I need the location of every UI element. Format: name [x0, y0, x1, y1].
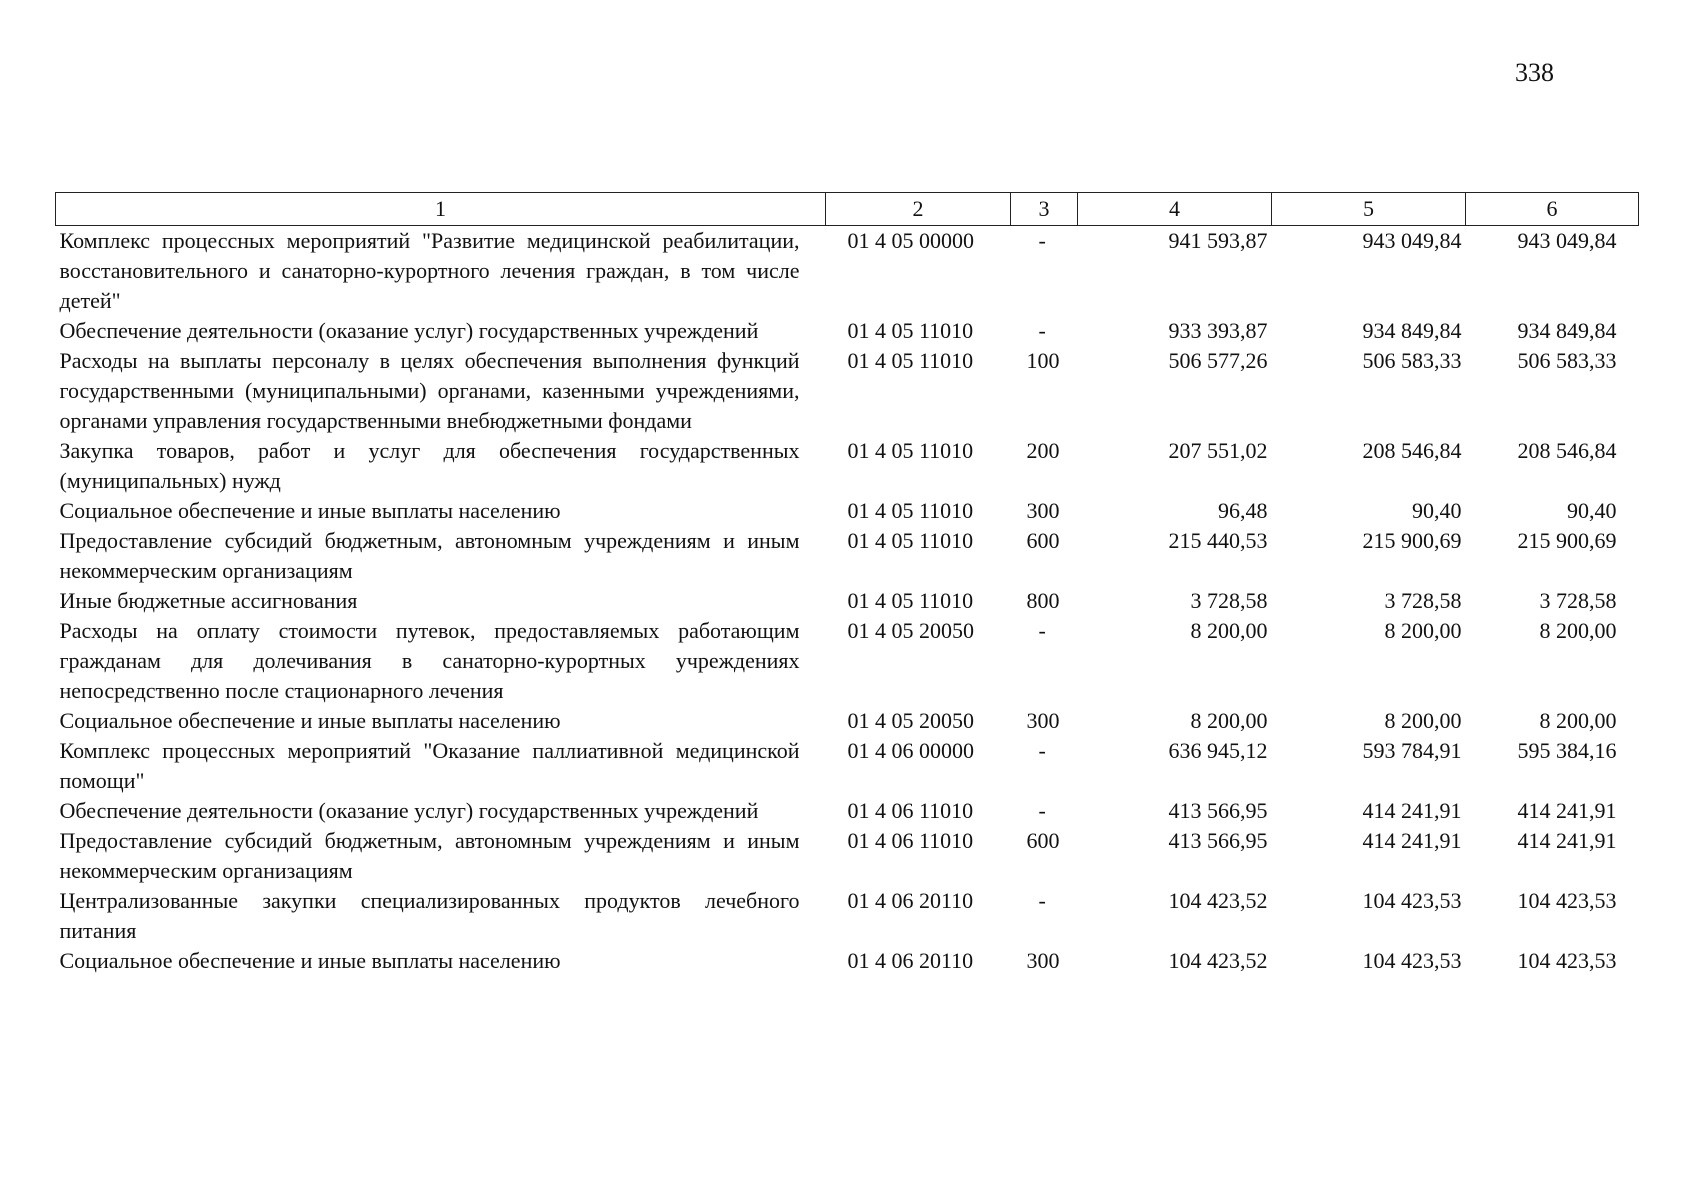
row-name: Закупка товаров, работ и услуг для обеспечения государственных (муниципальных) нужд	[59, 438, 800, 493]
row-value-3: 506 583,33	[1517, 348, 1617, 373]
row-code: 01 4 06 11010	[847, 798, 974, 823]
row-value-1: 104 423,52	[1168, 948, 1268, 973]
header-col-5: 5	[1272, 193, 1466, 226]
row-value-2: 8 200,00	[1384, 618, 1462, 643]
row-value-3: 414 241,91	[1517, 828, 1617, 853]
header-col-4: 4	[1078, 193, 1272, 226]
table-row	[56, 436, 1639, 496]
row-name: Предоставление субсидий бюджетным, автономным учреждениям и иным некоммерческим организациям	[59, 528, 800, 583]
row-value-3: 8 200,00	[1539, 618, 1617, 643]
row-name: Комплекс процессных мероприятий "Развитие медицинской реабилитации, восстановительного и санаторно-курортного лечения граждан, в том числе детей"	[59, 228, 800, 313]
row-value-1: 215 440,53	[1168, 528, 1268, 553]
row-code: 01 4 05 11010	[847, 318, 974, 343]
row-expense-type: 800	[1026, 588, 1060, 613]
table-row	[56, 706, 1639, 736]
row-code: 01 4 05 11010	[847, 588, 974, 613]
row-code: 01 4 05 11010	[847, 348, 974, 373]
row-expense-type: -	[1038, 318, 1046, 343]
header-col-3: 3	[1011, 193, 1078, 226]
row-value-3: 414 241,91	[1517, 798, 1617, 823]
row-value-1: 941 593,87	[1168, 228, 1268, 253]
table-row	[56, 586, 1639, 616]
row-value-2: 414 241,91	[1362, 828, 1462, 853]
header-col-6: 6	[1466, 193, 1639, 226]
row-value-1: 207 551,02	[1168, 438, 1268, 463]
row-code: 01 4 06 11010	[847, 828, 974, 853]
table-row	[56, 496, 1639, 526]
row-value-2: 593 784,91	[1362, 738, 1462, 763]
table-body	[56, 226, 1639, 977]
table-row	[56, 946, 1639, 976]
row-name: Иные бюджетные ассигнования	[59, 588, 358, 613]
row-value-1: 413 566,95	[1168, 798, 1268, 823]
row-code: 01 4 05 20050	[847, 618, 974, 643]
row-code: 01 4 06 20110	[847, 888, 974, 913]
row-expense-type: -	[1038, 618, 1046, 643]
row-name: Расходы на выплаты персоналу в целях обеспечения выполнения функций государственными (муниципальными) органами, казенными учреждениями, органами управления государственными внебюджетными фондами	[59, 348, 800, 433]
row-expense-type: 200	[1026, 438, 1060, 463]
table-row	[56, 826, 1639, 886]
row-value-2: 104 423,53	[1362, 888, 1462, 913]
header-col-1: 1	[56, 193, 826, 226]
table-row	[56, 886, 1639, 946]
row-code: 01 4 06 20110	[847, 948, 974, 973]
table-row	[56, 226, 1639, 317]
row-value-3: 104 423,53	[1517, 948, 1617, 973]
row-value-2: 8 200,00	[1384, 708, 1462, 733]
row-name: Социальное обеспечение и иные выплаты населению	[59, 708, 561, 733]
row-expense-type: 600	[1026, 828, 1060, 853]
row-expense-type: 600	[1026, 528, 1060, 553]
header-col-2: 2	[826, 193, 1011, 226]
row-value-1: 506 577,26	[1168, 348, 1268, 373]
row-expense-type: -	[1038, 798, 1046, 823]
table-row	[56, 736, 1639, 796]
row-value-1: 3 728,58	[1190, 588, 1268, 613]
row-value-2: 104 423,53	[1362, 948, 1462, 973]
budget-table	[55, 192, 1639, 976]
row-name: Предоставление субсидий бюджетным, автономным учреждениям и иным некоммерческим организациям	[59, 828, 800, 883]
row-value-2: 90,40	[1412, 498, 1462, 523]
row-expense-type: -	[1038, 738, 1046, 763]
row-value-2: 943 049,84	[1362, 228, 1462, 253]
row-value-1: 413 566,95	[1168, 828, 1268, 853]
row-value-3: 104 423,53	[1517, 888, 1617, 913]
row-value-2: 506 583,33	[1362, 348, 1462, 373]
table-row	[56, 616, 1639, 706]
row-value-1: 636 945,12	[1168, 738, 1268, 763]
row-code: 01 4 05 20050	[847, 708, 974, 733]
row-value-2: 934 849,84	[1362, 318, 1462, 343]
row-value-1: 8 200,00	[1190, 708, 1268, 733]
table-row	[56, 316, 1639, 346]
row-value-3: 934 849,84	[1517, 318, 1617, 343]
row-name: Обеспечение деятельности (оказание услуг) государственных учреждений	[59, 798, 759, 823]
row-value-3: 8 200,00	[1539, 708, 1617, 733]
row-code: 01 4 05 11010	[847, 498, 974, 523]
row-value-1: 933 393,87	[1168, 318, 1268, 343]
row-name: Комплекс процессных мероприятий "Оказание паллиативной медицинской помощи"	[59, 738, 800, 793]
row-expense-type: 300	[1026, 498, 1060, 523]
row-code: 01 4 05 00000	[847, 228, 974, 253]
row-value-2: 3 728,58	[1384, 588, 1462, 613]
page-number: 338	[1515, 58, 1554, 87]
row-value-3: 208 546,84	[1517, 438, 1617, 463]
row-code: 01 4 06 00000	[847, 738, 974, 763]
row-value-2: 208 546,84	[1362, 438, 1462, 463]
table-row	[56, 796, 1639, 826]
row-value-1: 8 200,00	[1190, 618, 1268, 643]
row-value-3: 595 384,16	[1517, 738, 1617, 763]
row-value-3: 943 049,84	[1517, 228, 1617, 253]
row-value-2: 414 241,91	[1362, 798, 1462, 823]
row-value-3: 3 728,58	[1539, 588, 1617, 613]
row-name: Расходы на оплату стоимости путевок, предоставляемых работающим гражданам для долечивания в санаторно-курортных учреждениях непосредственно после стационарного лечения	[59, 618, 800, 703]
row-expense-type: 300	[1026, 708, 1060, 733]
row-value-1: 104 423,52	[1168, 888, 1268, 913]
row-value-2: 215 900,69	[1362, 528, 1462, 553]
row-name: Централизованные закупки специализированных продуктов лечебного питания	[59, 888, 800, 943]
table-row	[56, 346, 1639, 436]
header-row	[56, 193, 1639, 226]
row-expense-type: 100	[1026, 348, 1060, 373]
row-name: Обеспечение деятельности (оказание услуг) государственных учреждений	[59, 318, 759, 343]
row-code: 01 4 05 11010	[847, 438, 974, 463]
row-name: Социальное обеспечение и иные выплаты населению	[59, 948, 561, 973]
row-expense-type: -	[1038, 228, 1046, 253]
row-code: 01 4 05 11010	[847, 528, 974, 553]
row-value-1: 96,48	[1218, 498, 1268, 523]
row-expense-type: -	[1038, 888, 1046, 913]
row-expense-type: 300	[1026, 948, 1060, 973]
row-value-3: 215 900,69	[1517, 528, 1617, 553]
row-value-3: 90,40	[1567, 498, 1617, 523]
table-row	[56, 526, 1639, 586]
row-name: Социальное обеспечение и иные выплаты населению	[59, 498, 561, 523]
